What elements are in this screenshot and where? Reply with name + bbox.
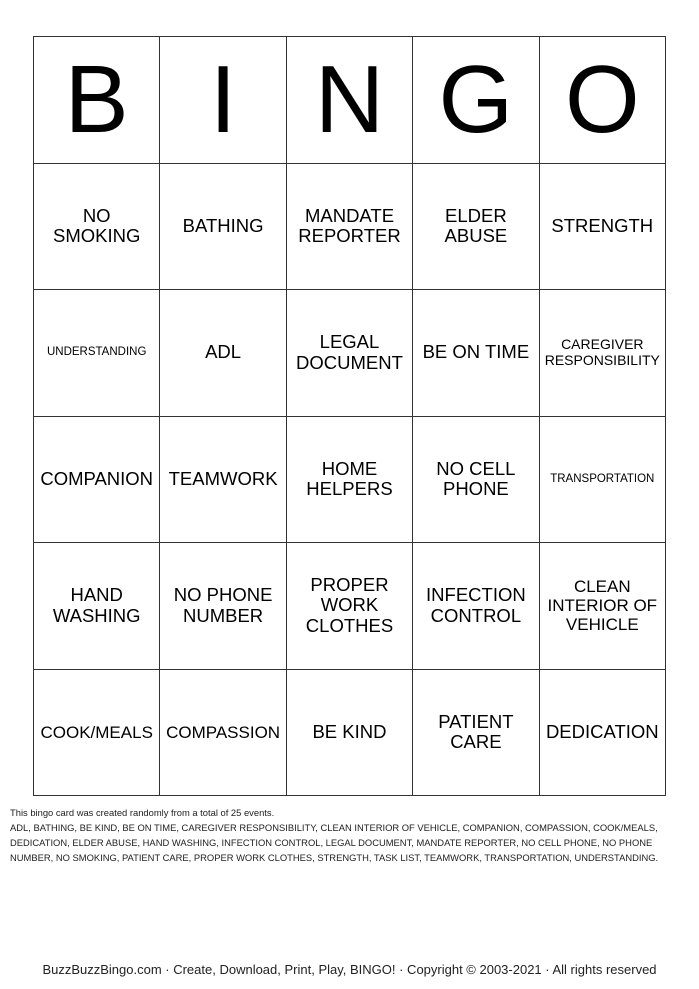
bingo-square [540,670,666,797]
square-text: BE KIND [312,720,387,742]
bingo-square [34,290,160,417]
bingo-square [287,670,413,797]
square-text: COMPASSION [166,722,281,742]
bingo-square [540,417,666,544]
square-text: TRANSPORTATION [550,472,655,485]
square-text: PROPER WORK CLOTHES [305,573,394,637]
bingo-square [34,670,160,797]
square-text: NO SMOKING [53,204,141,247]
bingo-square [34,164,160,291]
header-letter-g: G [413,37,539,164]
square-text: CLEAN INTERIOR OF VEHICLE [547,577,658,635]
square-text: CAREGIVER RESPONSIBILITY [544,336,660,368]
bingo-square [160,417,286,544]
header-letter-n: N [287,37,413,164]
square-text: BATHING [182,214,264,236]
square-text: BE ON TIME [422,341,530,363]
bingo-square [413,417,539,544]
square-text: HAND WASHING [52,584,141,626]
header-letter-o: O [540,37,666,164]
bingo-square [34,543,160,670]
bingo-square [34,417,160,544]
card-info [10,805,690,865]
square-text: PATIENT CARE [438,710,514,753]
square-text: HOME HELPERS [306,457,393,500]
bingo-square [540,543,666,670]
bingo-square [413,290,539,417]
info-summary: This bingo card was created randomly from a total of 25 events. [10,807,275,818]
bingo-square [287,164,413,291]
bingo-square [413,670,539,797]
square-text: INFECTION CONTROL [426,584,526,626]
square-text: STRENGTH [551,214,654,236]
header-letter-i: I [160,37,286,164]
square-text: ADL [205,341,242,363]
info-event-list: ADL, BATHING, BE KIND, BE ON TIME, CAREGIVER RESPONSIBILITY, CLEAN INTERIOR OF VEHICLE, COMPANION, COMPASSION, COOK/MEALS, DEDICATION, ELDER ABUSE, HAND WASHING, INFECTION CONTROL, LEGAL DOCUMENT, MANDATE REPORTER, NO CELL PHONE, NO PHONE NUMBER, NO SMOKING, PATIENT CARE, PROPER WORK CLOTHES, STRENGTH, TASK LIST, TEAMWORK, TRANSPORTATION, UNDERSTANDING. [10,822,659,863]
bingo-square [160,164,286,291]
site-footer: BuzzBuzzBingo.com · Create, Download, Print, Play, BINGO! · Copyright © 2003-2021 · All rights reserved [42,962,657,977]
square-text: MANDATE REPORTER [298,204,401,247]
square-text: UNDERSTANDING [46,346,147,359]
square-text: LEGAL DOCUMENT [296,331,403,373]
square-text: NO PHONE NUMBER [173,584,273,626]
bingo-square [160,543,286,670]
bingo-square [287,417,413,544]
bingo-square [160,670,286,797]
bingo-square [413,543,539,670]
square-text: TEAMWORK [168,467,278,489]
header-letter-b: B [34,37,160,164]
bingo-square [540,290,666,417]
square-text: DEDICATION [545,720,659,742]
bingo-square [287,543,413,670]
bingo-square [413,164,539,291]
square-text: ELDER ABUSE [444,204,508,247]
bingo-square [540,164,666,291]
bingo-card [33,36,666,796]
bingo-square [160,290,286,417]
square-text: NO CELL PHONE [436,457,516,500]
square-text: COOK/MEALS [40,722,153,742]
bingo-square [287,290,413,417]
square-text: COMPANION [40,467,154,489]
